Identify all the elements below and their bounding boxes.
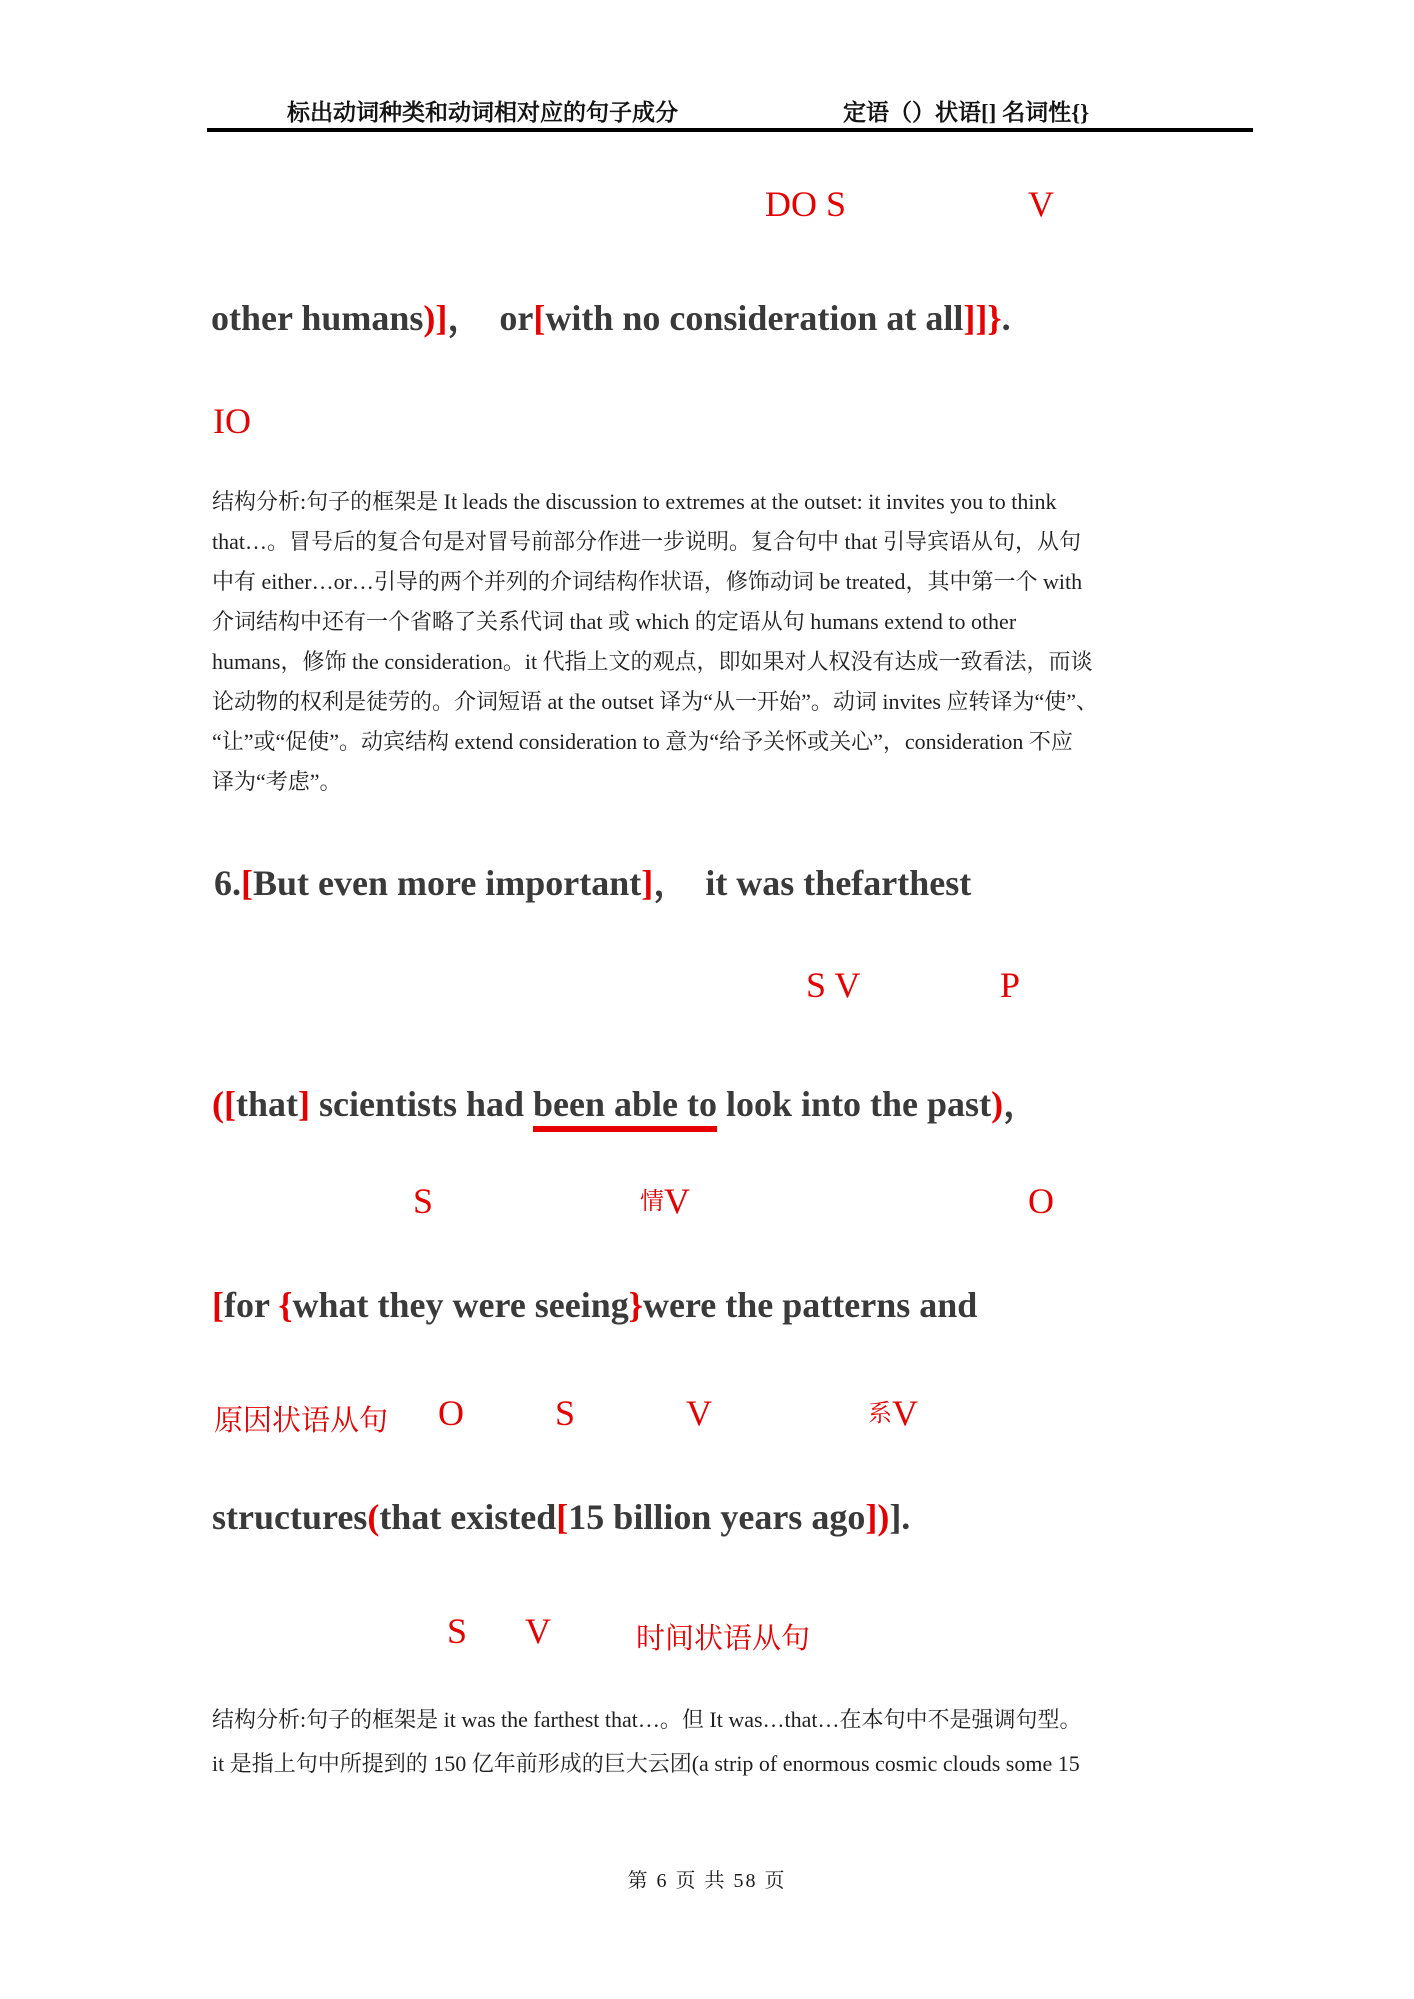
sentence-c-brace-1: { [278,1285,293,1325]
sentence-a-text-1: other humans [211,298,424,338]
analysis2-line: it 是指上句中所提到的 150 亿年前形成的巨大云团(a strip of enormous cosmic clouds some 15 [212,1751,1080,1776]
label-link-v [868,1392,918,1434]
sentence-b-bracket-2: ] [297,1084,310,1124]
sentence-d-end: ]. [889,1497,911,1537]
sentence-line-c [212,1284,977,1326]
sentence-c-text-2: what they were seeing [292,1285,629,1325]
heading6-bracket-2: ] [641,863,654,903]
page-number: 第 6 页 共 58 页 [627,1870,787,1892]
header-left-title: 标出动词种类和动词相对应的句子成分 [287,100,678,125]
sentence-d-text-2: that existed [379,1497,557,1537]
sentence-d-text-3: 15 billion years ago [568,1497,866,1537]
label-modal-v [640,1180,690,1222]
header-right-legend: 定语（）状语[] 名词性{} [843,100,1090,125]
sentence-b-text-3: look into the past [717,1084,992,1124]
sentence-c-brace-2: } [628,1285,643,1325]
sentence-d-bracket-1: [ [556,1497,569,1537]
label-s-2: S [413,1181,434,1221]
label-s-v: S V [806,965,861,1005]
analysis2-line: 结构分析:句子的框架是 it was the farthest that…。但 It was…that…在本句中不是强调句型。 [212,1707,1082,1732]
analysis1-line: 中有 either…or…引导的两个并列的介词结构作状语，修饰动词 be treated，其中第一个 with [212,569,1083,594]
sentence-a-text-3: with no consideration at all [545,298,964,338]
label-reason-clause: 原因状语从句 [214,1405,389,1437]
analysis1-line: that…。冒号后的复合句是对冒号前部分作进一步说明。复合句中 that 引导宾语从句，从句 [212,529,1081,554]
label-o-2: O [438,1393,464,1433]
analysis-paragraph-2 [212,1698,1082,1786]
sentence-line-d [212,1496,910,1538]
sentence-b-text-2: scientists had [309,1084,534,1124]
label-time-clause: 时间状语从句 [636,1623,811,1655]
sentence-d-text-1: structures [212,1497,368,1537]
sentence-a-bracket-2: [ [533,298,546,338]
label-v-2: V [686,1393,712,1433]
label-link-prefix: 系 [868,1401,892,1427]
analysis1-line: 论动物的权利是徒劳的。介词短语 at the outset 译为“从一开始”。动词 invites 应转译为“使”、 [212,689,1099,714]
sentence-a-bracket-3: ]]} [963,298,1002,338]
sentence-a-bracket-1: )] [423,298,448,338]
sentence-a-period: . [1001,298,1011,338]
label-o-1: O [1028,1181,1054,1221]
heading6-text-1: But even more important [253,863,642,903]
label-modal-v-letter: V [664,1181,690,1221]
heading6-comma: ， [653,863,690,903]
sentence-d-bracket-2: ]) [865,1497,890,1537]
sentence-b-bracket-1: ([ [212,1084,236,1124]
analysis1-line: 介词结构中还有一个省略了关系代词 that 或 which 的定语从句 humans extend to other [212,609,1017,634]
heading6-text-2: it was thefarthest [705,863,972,903]
label-do-s: DO S [765,184,847,224]
label-link-v-letter: V [892,1393,918,1433]
sentence-heading-6 [214,855,971,906]
sentence-b-text-1: that [235,1084,298,1124]
sentence-b-underlined-text: been able to [533,1084,717,1132]
analysis1-line: “让”或“促使”。动宾结构 extend consideration to 意为“给予关怀或关心”，consideration 不应 [212,729,1073,754]
sentence-c-text-3: were the patterns and [642,1285,978,1325]
analysis1-line: 结构分析:句子的框架是 It leads the discussion to extremes at the outset: it invites you to think [212,489,1057,514]
sentence-line-b [212,1076,1039,1127]
sentence-b-comma: ， [1003,1084,1040,1124]
label-v-3: V [525,1611,551,1651]
label-io: IO [213,401,251,441]
label-s-3: S [555,1393,576,1433]
sentence-c-bracket-1: [ [212,1285,224,1325]
heading6-number: 6. [214,863,241,903]
label-modal-prefix: 情 [640,1189,664,1215]
analysis1-line: humans，修饰 the consideration。it 代指上文的观点，即如果对人权没有达成一致看法，而谈 [212,649,1093,674]
sentence-b-bracket-3: ) [991,1084,1004,1124]
heading6-bracket-1: [ [241,863,253,903]
header-rule [207,128,1253,132]
label-s-4: S [447,1611,468,1651]
label-v-1: V [1028,184,1054,224]
sentence-a-comma: ， [447,298,484,338]
analysis-paragraph-1 [212,482,1098,802]
sentence-c-text-1: for [224,1285,279,1325]
sentence-a-text-2: or [499,298,534,338]
sentence-d-paren-1: ( [367,1497,380,1537]
sentence-line-a [211,290,1011,341]
analysis1-line: 译为“考虑”。 [212,769,342,794]
label-p: P [1000,965,1021,1005]
